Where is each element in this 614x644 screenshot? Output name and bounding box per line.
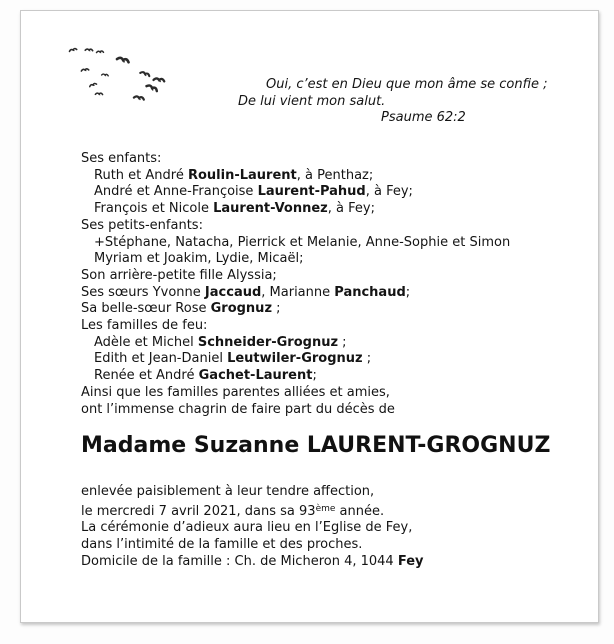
family-line	[81, 251, 510, 268]
obituary-card	[20, 10, 599, 623]
family-line	[81, 235, 510, 252]
text-segment: ;	[312, 368, 317, 384]
surname-bold: Gachet-Laurent	[198, 368, 313, 384]
text-segment: André et Anne-Françoise	[94, 184, 258, 200]
family-line	[81, 318, 510, 335]
surname-bold: Panchaud	[334, 284, 406, 300]
family-line	[81, 218, 510, 235]
text-segment: Ainsi que les familles parentes alliées et amies,	[81, 384, 390, 400]
text-segment: Son arrière-petite fille Alyssia;	[81, 267, 277, 283]
surname-bold: Fey	[397, 553, 424, 569]
surname-bold: Laurent-Vonnez	[213, 201, 328, 217]
text-segment: François et Nicole	[94, 201, 214, 217]
text-segment: Sa belle-sœur Rose	[81, 301, 211, 317]
deceased-name-title: Madame Suzanne LAURENT-GROGNUZ	[81, 433, 551, 458]
text-segment: Edith et Jean-Daniel	[94, 351, 228, 367]
text-segment: ont l’immense chagrin de faire part du décès de	[81, 401, 395, 417]
epigraph-line-1: Oui, c’est en Dieu que mon âme se confie ;	[266, 77, 548, 92]
text-segment: Les familles de feu:	[81, 318, 208, 334]
family-line	[81, 151, 510, 168]
text-segment: Myriam et Joakim, Lydie, Micaël;	[94, 251, 304, 267]
family-line	[81, 268, 510, 285]
text-segment: enlevée paisiblement à leur tendre affection,	[81, 484, 375, 499]
family-line	[81, 335, 510, 352]
text-segment: Renée et André	[94, 368, 199, 384]
text-segment: ;	[338, 334, 347, 350]
family-line	[81, 168, 510, 185]
text-segment: ;	[272, 301, 281, 317]
text-segment: Ruth et André	[94, 167, 188, 183]
text-segment: +Stéphane, Natacha, Pierrick et Melanie, Anne-Sophie et Simon	[94, 234, 511, 250]
text-segment: ;	[362, 351, 372, 367]
text-segment: Ses petits-enfants:	[81, 217, 203, 233]
surname-bold: Leutwiler-Grognuz	[227, 351, 363, 367]
surname-bold: Jaccaud	[204, 284, 262, 300]
text-segment: Ses enfants:	[81, 151, 162, 166]
text-segment: , à Fey;	[365, 184, 413, 200]
surname-bold: Laurent-Pahud	[257, 184, 366, 200]
text-segment: Adèle et Michel	[94, 334, 198, 350]
family-line	[81, 402, 510, 419]
closing-line	[81, 501, 424, 521]
family-line	[81, 351, 510, 368]
closing-line	[81, 554, 424, 571]
closing-line	[81, 537, 424, 554]
family-announcement-list	[81, 151, 510, 418]
family-line	[81, 184, 510, 201]
flying-birds-illustration	[59, 33, 179, 113]
ordinal-superscript: ème	[315, 503, 336, 514]
family-line	[81, 201, 510, 218]
text-segment: Domicile de la famille : Ch. de Micheron 4, 1044	[81, 553, 398, 569]
epigraph	[238, 77, 548, 127]
closing-line	[81, 520, 424, 537]
closing-line	[81, 484, 424, 501]
text-segment: , à Penthaz;	[296, 167, 374, 183]
text-segment: dans l’intimité de la famille et des proches.	[81, 537, 363, 553]
text-segment: , Marianne	[261, 284, 335, 300]
family-line	[81, 301, 510, 318]
text-segment: le mercredi 7 avril 2021, dans sa 93	[81, 503, 316, 519]
text-segment: La cérémonie d’adieux aura lieu en l’Eglise de Fey,	[81, 520, 413, 536]
surname-bold: Grognuz	[210, 301, 273, 317]
text-segment: ;	[405, 284, 411, 300]
surname-bold: Roulin-Laurent	[187, 167, 297, 183]
epigraph-attribution: Psaume 62:2	[381, 110, 466, 126]
family-line	[81, 285, 510, 302]
text-segment: année.	[335, 503, 385, 519]
family-line	[81, 368, 510, 385]
epigraph-line-2: De lui vient mon salut.	[238, 93, 386, 109]
text-segment: , à Fey;	[327, 201, 375, 217]
text-segment: Ses sœurs Yvonne	[81, 284, 205, 300]
family-line	[81, 385, 510, 402]
surname-bold: Schneider-Grognuz	[197, 334, 339, 350]
closing-details	[81, 484, 424, 571]
